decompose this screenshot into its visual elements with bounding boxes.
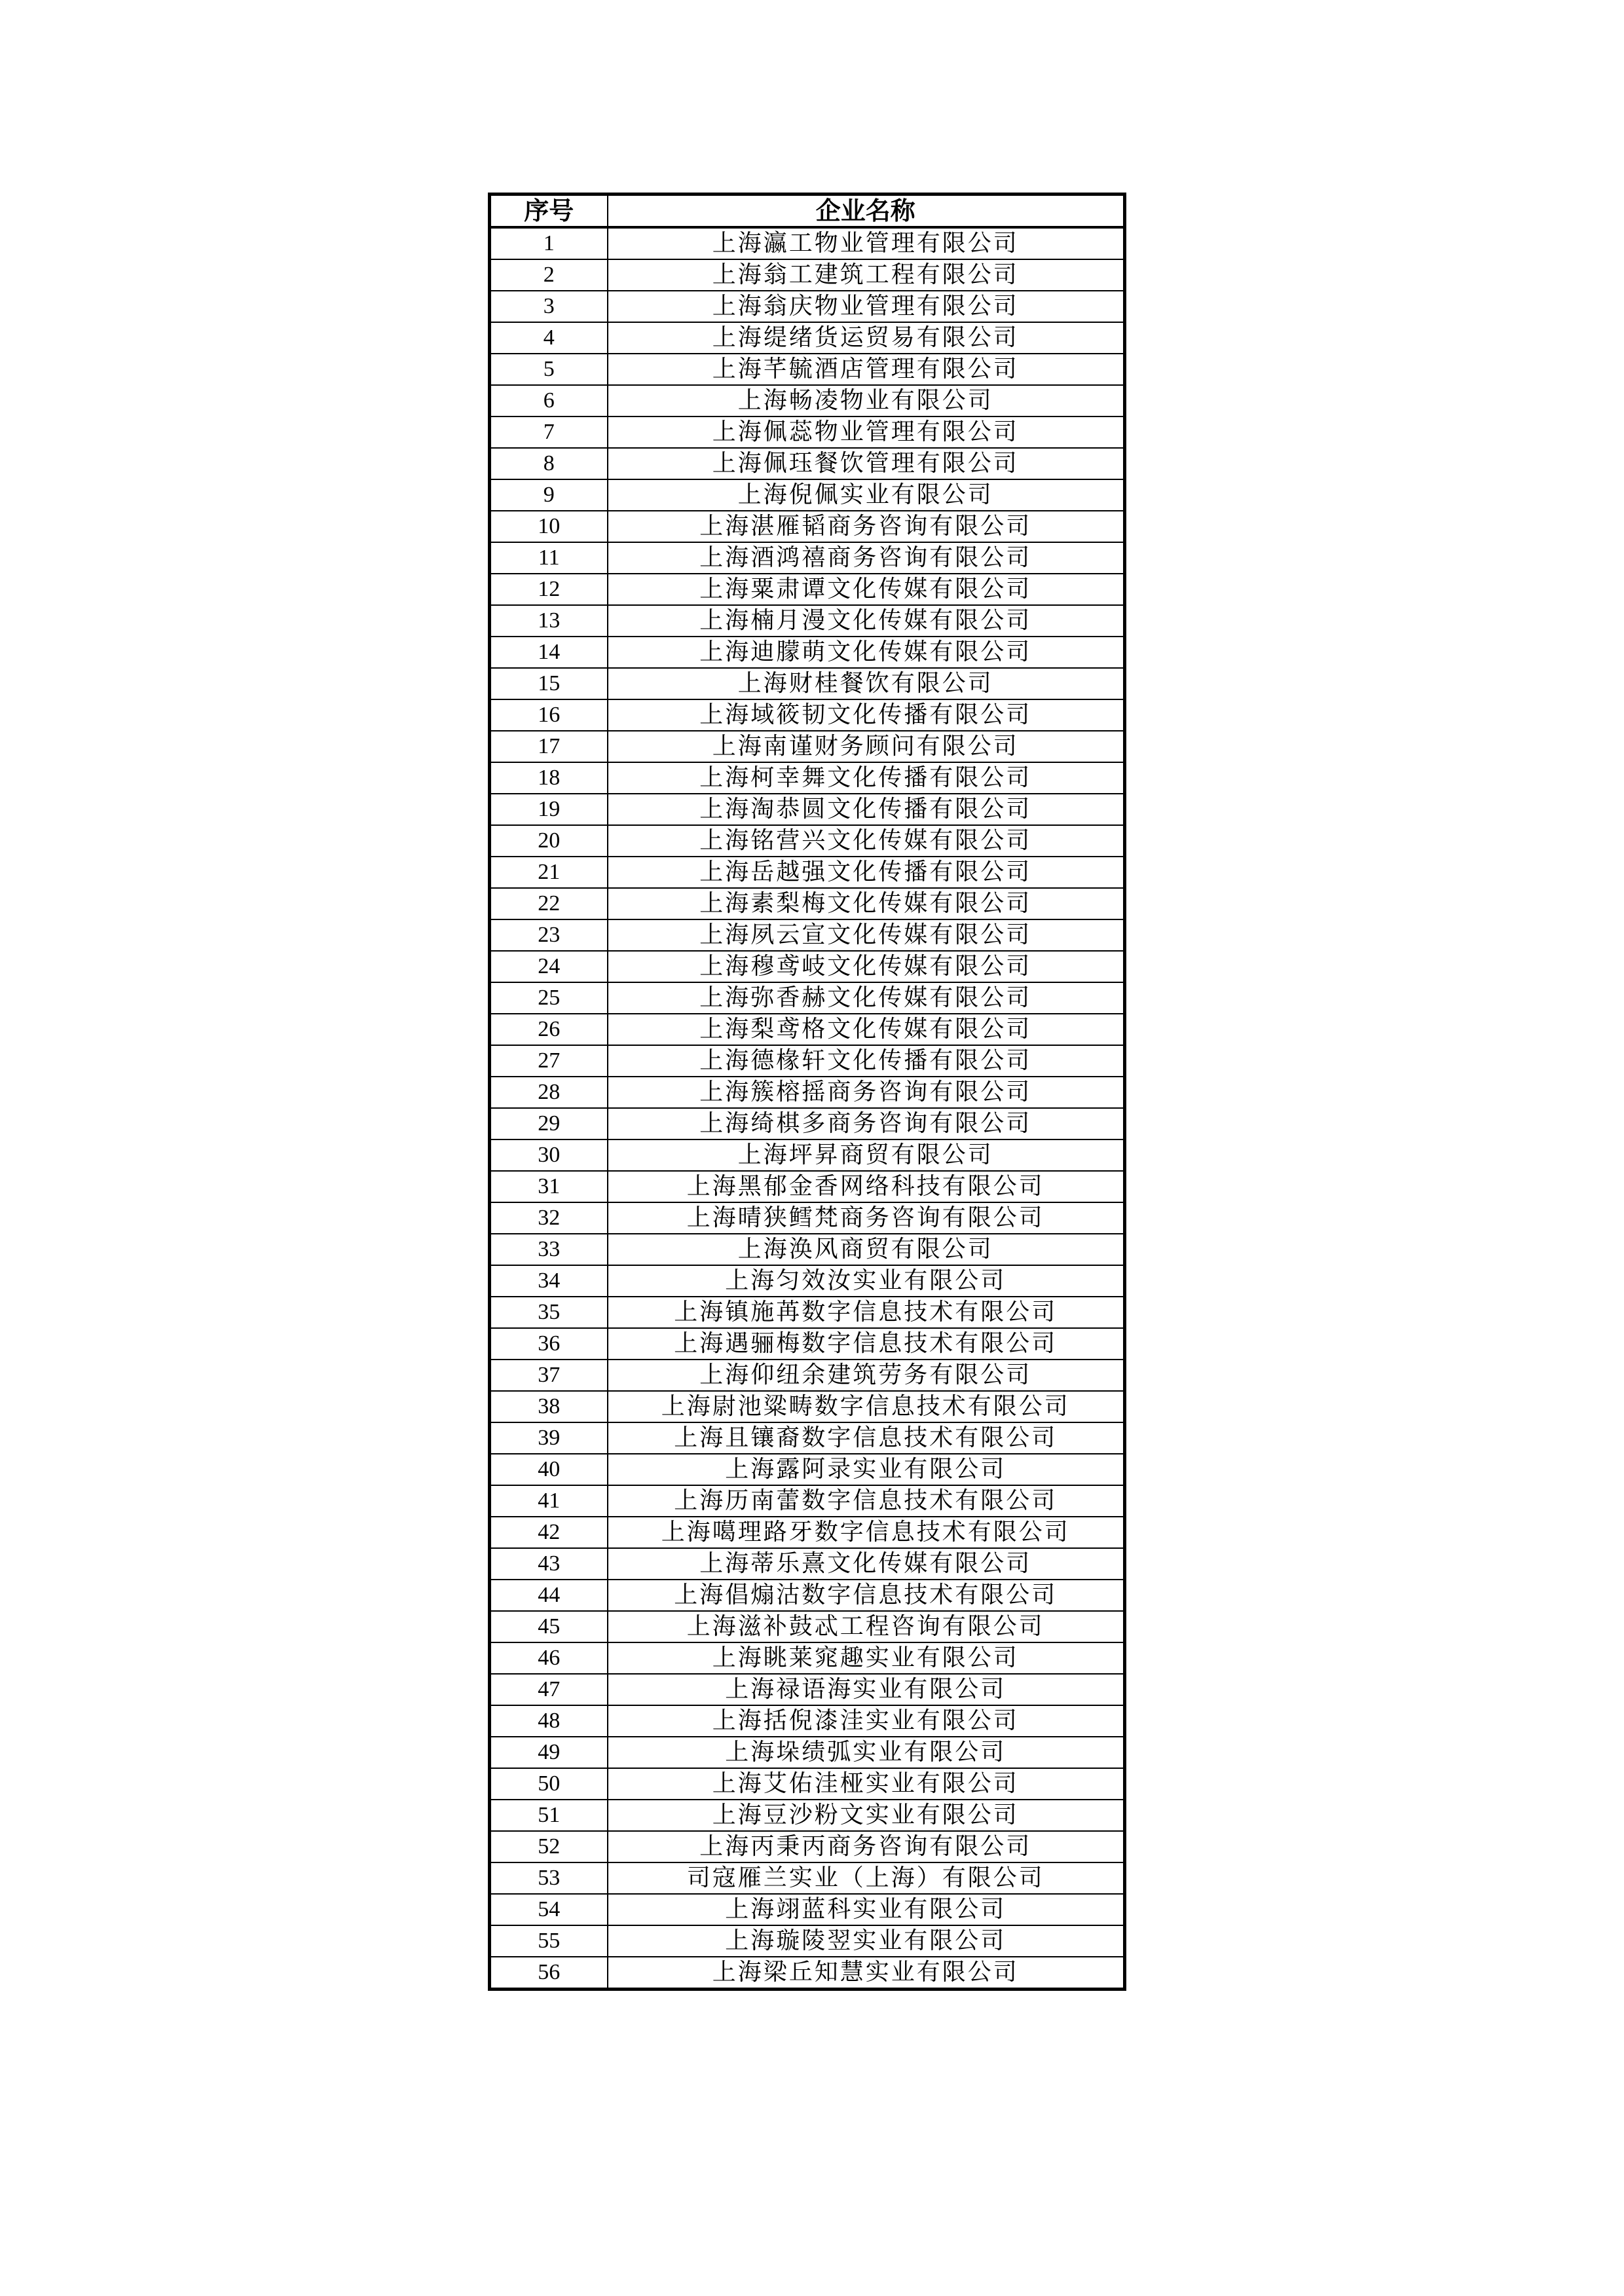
table-row: [490, 227, 1125, 259]
table-row: [490, 605, 1125, 637]
row-number-cell: 53: [490, 1862, 608, 1894]
row-number-cell: 31: [490, 1171, 608, 1202]
row-number-cell: 44: [490, 1580, 608, 1611]
company-name-cell: 上海迪朦萌文化传媒有限公司: [608, 637, 1125, 668]
table-row: [490, 1422, 1125, 1454]
company-name-cell: 上海绮棋多商务咨询有限公司: [608, 1108, 1125, 1139]
row-number-cell: 24: [490, 951, 608, 982]
table-row: [490, 542, 1125, 574]
table-row: [490, 857, 1125, 888]
table-row: [490, 1360, 1125, 1391]
column-header-no: 序号: [490, 194, 608, 228]
row-number-cell: 17: [490, 731, 608, 762]
table-row: [490, 951, 1125, 982]
row-number-cell: 47: [490, 1674, 608, 1705]
company-name-cell: 上海艾佑洼桠实业有限公司: [608, 1768, 1125, 1800]
table-row: [490, 1108, 1125, 1139]
table-row: [490, 322, 1125, 354]
company-name-cell: 上海豆沙粉文实业有限公司: [608, 1800, 1125, 1831]
company-name-cell: 上海粟肃谭文化传媒有限公司: [608, 574, 1125, 605]
row-number-cell: 20: [490, 825, 608, 857]
table-row: [490, 762, 1125, 794]
company-name-cell: 上海弥香赫文化传媒有限公司: [608, 982, 1125, 1014]
table-row: [490, 448, 1125, 479]
company-name-cell: 上海梁丘知慧实业有限公司: [608, 1957, 1125, 1990]
table-row: [490, 574, 1125, 605]
table-row: [490, 1894, 1125, 1925]
row-number-cell: 13: [490, 605, 608, 637]
company-name-cell: 上海涣风商贸有限公司: [608, 1234, 1125, 1265]
company-name-cell: 上海佩珏餐饮管理有限公司: [608, 448, 1125, 479]
company-name-cell: 上海翊蓝科实业有限公司: [608, 1894, 1125, 1925]
row-number-cell: 11: [490, 542, 608, 574]
company-name-cell: 上海垛绩弧实业有限公司: [608, 1737, 1125, 1768]
company-name-cell: 上海夙云宣文化传媒有限公司: [608, 919, 1125, 951]
row-number-cell: 3: [490, 291, 608, 322]
company-name-cell: 上海簇榕摇商务咨询有限公司: [608, 1077, 1125, 1108]
table-row: [490, 1485, 1125, 1517]
company-name-cell: 上海噶理路牙数字信息技术有限公司: [608, 1517, 1125, 1548]
row-number-cell: 37: [490, 1360, 608, 1391]
company-name-cell: 上海尉池粱畴数字信息技术有限公司: [608, 1391, 1125, 1422]
row-number-cell: 35: [490, 1297, 608, 1328]
company-name-cell: 上海畅凌物业有限公司: [608, 385, 1125, 417]
table-row: [490, 1957, 1125, 1990]
table-row: [490, 1642, 1125, 1674]
company-name-cell: 上海缇绪货运贸易有限公司: [608, 322, 1125, 354]
row-number-cell: 27: [490, 1045, 608, 1077]
table-row: [490, 1265, 1125, 1297]
company-name-cell: 上海柯幸舞文化传播有限公司: [608, 762, 1125, 794]
table-row: [490, 1831, 1125, 1862]
row-number-cell: 45: [490, 1611, 608, 1642]
company-name-cell: 上海匀效汝实业有限公司: [608, 1265, 1125, 1297]
row-number-cell: 22: [490, 888, 608, 919]
table-row: [490, 1328, 1125, 1360]
company-name-cell: 上海翁工建筑工程有限公司: [608, 259, 1125, 291]
row-number-cell: 5: [490, 354, 608, 385]
table-row: [490, 385, 1125, 417]
table-row: [490, 1202, 1125, 1234]
column-header-company-name: 企业名称: [608, 194, 1125, 228]
row-number-cell: 16: [490, 699, 608, 731]
row-number-cell: 30: [490, 1139, 608, 1171]
company-name-cell: 上海梨鸢格文化传媒有限公司: [608, 1014, 1125, 1045]
row-number-cell: 41: [490, 1485, 608, 1517]
table-row: [490, 1548, 1125, 1580]
company-name-cell: 上海域筱韧文化传播有限公司: [608, 699, 1125, 731]
row-number-cell: 55: [490, 1925, 608, 1957]
company-name-cell: 上海湛雁韬商务咨询有限公司: [608, 511, 1125, 542]
table-row: [490, 1737, 1125, 1768]
row-number-cell: 32: [490, 1202, 608, 1234]
row-number-cell: 50: [490, 1768, 608, 1800]
table-row: [490, 1862, 1125, 1894]
company-name-cell: 上海楠月漫文化传媒有限公司: [608, 605, 1125, 637]
company-name-cell: 上海滋补鼓忒工程咨询有限公司: [608, 1611, 1125, 1642]
row-number-cell: 25: [490, 982, 608, 1014]
table-body: [490, 227, 1125, 1990]
row-number-cell: 7: [490, 417, 608, 448]
company-name-cell: 上海淘恭圆文化传播有限公司: [608, 794, 1125, 825]
row-number-cell: 54: [490, 1894, 608, 1925]
row-number-cell: 8: [490, 448, 608, 479]
company-name-cell: 上海倪佩实业有限公司: [608, 479, 1125, 511]
table-row: [490, 825, 1125, 857]
table-row: [490, 1139, 1125, 1171]
row-number-cell: 10: [490, 511, 608, 542]
table-row: [490, 699, 1125, 731]
row-number-cell: 29: [490, 1108, 608, 1139]
row-number-cell: 51: [490, 1800, 608, 1831]
row-number-cell: 52: [490, 1831, 608, 1862]
company-name-cell: 上海财桂餐饮有限公司: [608, 668, 1125, 699]
company-name-cell: 上海倡煽沽数字信息技术有限公司: [608, 1580, 1125, 1611]
row-number-cell: 21: [490, 857, 608, 888]
company-name-cell: 上海黑郁金香网络科技有限公司: [608, 1171, 1125, 1202]
company-name-cell: 上海芊毓酒店管理有限公司: [608, 354, 1125, 385]
row-number-cell: 36: [490, 1328, 608, 1360]
table-header-row: [490, 194, 1125, 228]
table-row: [490, 1925, 1125, 1957]
table-row: [490, 1297, 1125, 1328]
company-name-cell: 上海露阿录实业有限公司: [608, 1454, 1125, 1485]
table-row: [490, 794, 1125, 825]
row-number-cell: 15: [490, 668, 608, 699]
table-row: [490, 1800, 1125, 1831]
company-name-cell: 上海坪昇商贸有限公司: [608, 1139, 1125, 1171]
row-number-cell: 34: [490, 1265, 608, 1297]
table-row: [490, 1014, 1125, 1045]
table-row: [490, 1580, 1125, 1611]
row-number-cell: 42: [490, 1517, 608, 1548]
table-row: [490, 1768, 1125, 1800]
table-row: [490, 982, 1125, 1014]
company-name-cell: 上海瀛工物业管理有限公司: [608, 227, 1125, 259]
table-row: [490, 919, 1125, 951]
table-row: [490, 354, 1125, 385]
company-name-cell: 司寇雁兰实业（上海）有限公司: [608, 1862, 1125, 1894]
table-row: [490, 1045, 1125, 1077]
company-name-cell: 上海酒鸿禧商务咨询有限公司: [608, 542, 1125, 574]
company-name-cell: 上海铭营兴文化传媒有限公司: [608, 825, 1125, 857]
row-number-cell: 38: [490, 1391, 608, 1422]
row-number-cell: 39: [490, 1422, 608, 1454]
company-name-cell: 上海晴狭鳕梵商务咨询有限公司: [608, 1202, 1125, 1234]
company-name-cell: 上海南谨财务顾问有限公司: [608, 731, 1125, 762]
company-name-cell: 上海括倪漆洼实业有限公司: [608, 1705, 1125, 1737]
table-row: [490, 1517, 1125, 1548]
company-name-cell: 上海丙秉丙商务咨询有限公司: [608, 1831, 1125, 1862]
row-number-cell: 46: [490, 1642, 608, 1674]
row-number-cell: 12: [490, 574, 608, 605]
company-name-cell: 上海璇陵翌实业有限公司: [608, 1925, 1125, 1957]
row-number-cell: 48: [490, 1705, 608, 1737]
row-number-cell: 18: [490, 762, 608, 794]
table-row: [490, 1171, 1125, 1202]
row-number-cell: 40: [490, 1454, 608, 1485]
company-name-cell: 上海禄语海实业有限公司: [608, 1674, 1125, 1705]
row-number-cell: 23: [490, 919, 608, 951]
company-name-cell: 上海穆鸢岐文化传媒有限公司: [608, 951, 1125, 982]
table-row: [490, 1705, 1125, 1737]
table-row: [490, 1611, 1125, 1642]
row-number-cell: 33: [490, 1234, 608, 1265]
company-name-cell: 上海岳越强文化传播有限公司: [608, 857, 1125, 888]
table-row: [490, 259, 1125, 291]
table-row: [490, 479, 1125, 511]
row-number-cell: 6: [490, 385, 608, 417]
table-row: [490, 731, 1125, 762]
row-number-cell: 2: [490, 259, 608, 291]
table-row: [490, 1674, 1125, 1705]
company-name-cell: 上海佩蕊物业管理有限公司: [608, 417, 1125, 448]
company-list-table: [488, 193, 1126, 1991]
company-name-cell: 上海眺莱窕趣实业有限公司: [608, 1642, 1125, 1674]
table-row: [490, 1454, 1125, 1485]
row-number-cell: 26: [490, 1014, 608, 1045]
row-number-cell: 1: [490, 227, 608, 259]
row-number-cell: 28: [490, 1077, 608, 1108]
row-number-cell: 9: [490, 479, 608, 511]
table-row: [490, 1077, 1125, 1108]
table-row: [490, 888, 1125, 919]
company-name-cell: 上海且镶裔数字信息技术有限公司: [608, 1422, 1125, 1454]
company-name-cell: 上海蒂乐熹文化传媒有限公司: [608, 1548, 1125, 1580]
table-row: [490, 1391, 1125, 1422]
row-number-cell: 49: [490, 1737, 608, 1768]
company-name-cell: 上海翁庆物业管理有限公司: [608, 291, 1125, 322]
company-name-cell: 上海仰纽余建筑劳务有限公司: [608, 1360, 1125, 1391]
row-number-cell: 43: [490, 1548, 608, 1580]
row-number-cell: 56: [490, 1957, 608, 1990]
company-name-cell: 上海镇施苒数字信息技术有限公司: [608, 1297, 1125, 1328]
row-number-cell: 14: [490, 637, 608, 668]
company-name-cell: 上海德椽轩文化传播有限公司: [608, 1045, 1125, 1077]
company-name-cell: 上海遇骊梅数字信息技术有限公司: [608, 1328, 1125, 1360]
row-number-cell: 4: [490, 322, 608, 354]
table-row: [490, 417, 1125, 448]
table-row: [490, 668, 1125, 699]
company-name-cell: 上海素梨梅文化传媒有限公司: [608, 888, 1125, 919]
table-row: [490, 637, 1125, 668]
table-row: [490, 1234, 1125, 1265]
company-name-cell: 上海历南蕾数字信息技术有限公司: [608, 1485, 1125, 1517]
table-row: [490, 291, 1125, 322]
table-row: [490, 511, 1125, 542]
row-number-cell: 19: [490, 794, 608, 825]
